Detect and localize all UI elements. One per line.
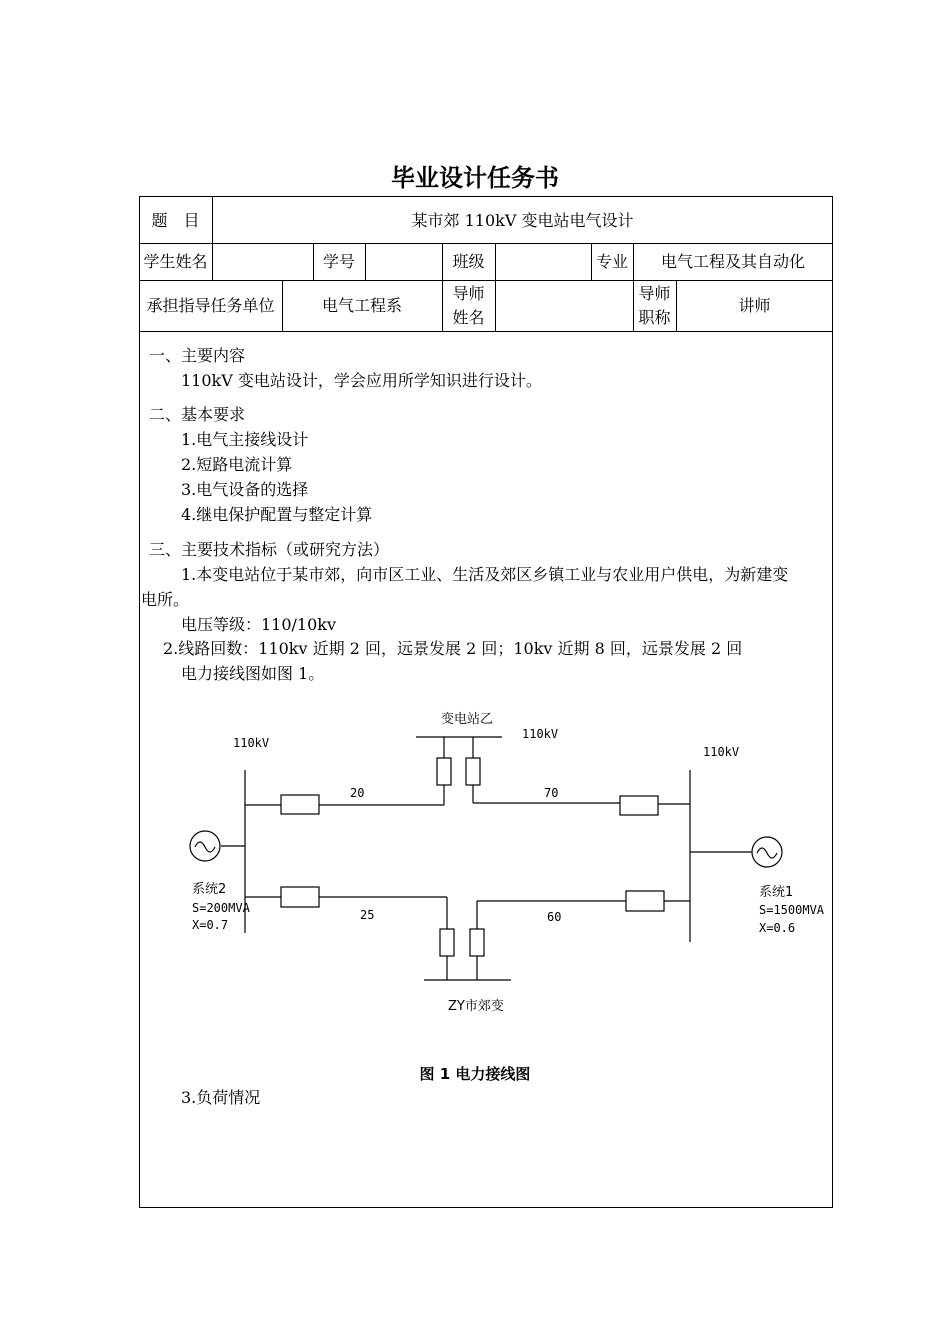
system-1-reactance: X=0.6 [759,921,796,935]
topic-label: 题 目 [151,211,200,230]
system-2-name: 系统2 [192,882,227,897]
student-id-label: 学号 [322,252,355,271]
line-length-label: 60 [547,910,562,924]
unit-value: 电气工程系 [321,296,402,315]
kv-label-mid: 110kV [522,727,559,741]
advisor-label-2: 姓名 [452,308,485,327]
figure-reference: 电力接线图如图 1。 [181,664,325,683]
line-length-label: 70 [544,786,559,800]
substation-b-label: 变电站乙 [441,712,494,727]
student-name-label: 学生姓名 [143,252,208,271]
kv-label-right: 110kV [703,745,740,759]
rank-label-2: 职称 [638,308,671,327]
system-2-reactance: X=0.7 [192,918,229,932]
advisor-label: 导师 [452,284,485,303]
requirement-item: 1.电气主接线设计 [181,430,309,449]
requirement-item: 3.电气设备的选择 [181,480,309,499]
section-3-heading: 三、主要技术指标（或研究方法） [149,540,390,559]
major-value: 电气工程及其自动化 [660,252,805,271]
unit-label: 承担指导任务单位 [146,296,275,315]
topic-value: 某市郊 110kV 变电站电气设计 [411,211,634,230]
section-2-heading: 二、基本要求 [149,405,246,424]
rank-value: 讲师 [738,296,771,315]
section-1-heading: 一、主要内容 [149,346,246,365]
line-length-label: 20 [350,786,365,800]
section-1-text: 110kV 变电站设计，学会应用所学知识进行设计。 [181,371,542,390]
rank-label: 导师 [638,284,671,303]
line-length-label: 25 [360,908,375,922]
voltage-level: 电压等级：110/10kv [181,615,337,634]
requirement-item: 4.继电保护配置与整定计算 [181,505,373,524]
zy-substation-label: ZY市郊变 [448,999,504,1014]
system-1-capacity: S=1500MVA [759,903,825,917]
line-count: 2.线路回数：110kv 近期 2 回，远景发展 2 回；10kv 近期 8 回，远景发展 2 回 [163,639,743,658]
system-2-capacity: S=200MVA [192,901,250,915]
load-heading: 3.负荷情况 [181,1088,261,1107]
major-label: 专业 [595,252,628,271]
figure-caption: 图 1 电力接线图 [419,1065,531,1083]
system-1-name: 系统1 [759,885,794,900]
document-title: 毕业设计任务书 [391,164,559,192]
requirement-item: 2.短路电流计算 [181,455,293,474]
paragraph-location: 1.本变电站位于某市郊，向市区工业、生活及郊区乡镇工业与农业用户供电，为新建变 [181,565,789,584]
class-label: 班级 [452,252,485,271]
kv-label-left: 110kV [233,736,270,750]
paragraph-location-cont: 电所。 [141,590,190,609]
